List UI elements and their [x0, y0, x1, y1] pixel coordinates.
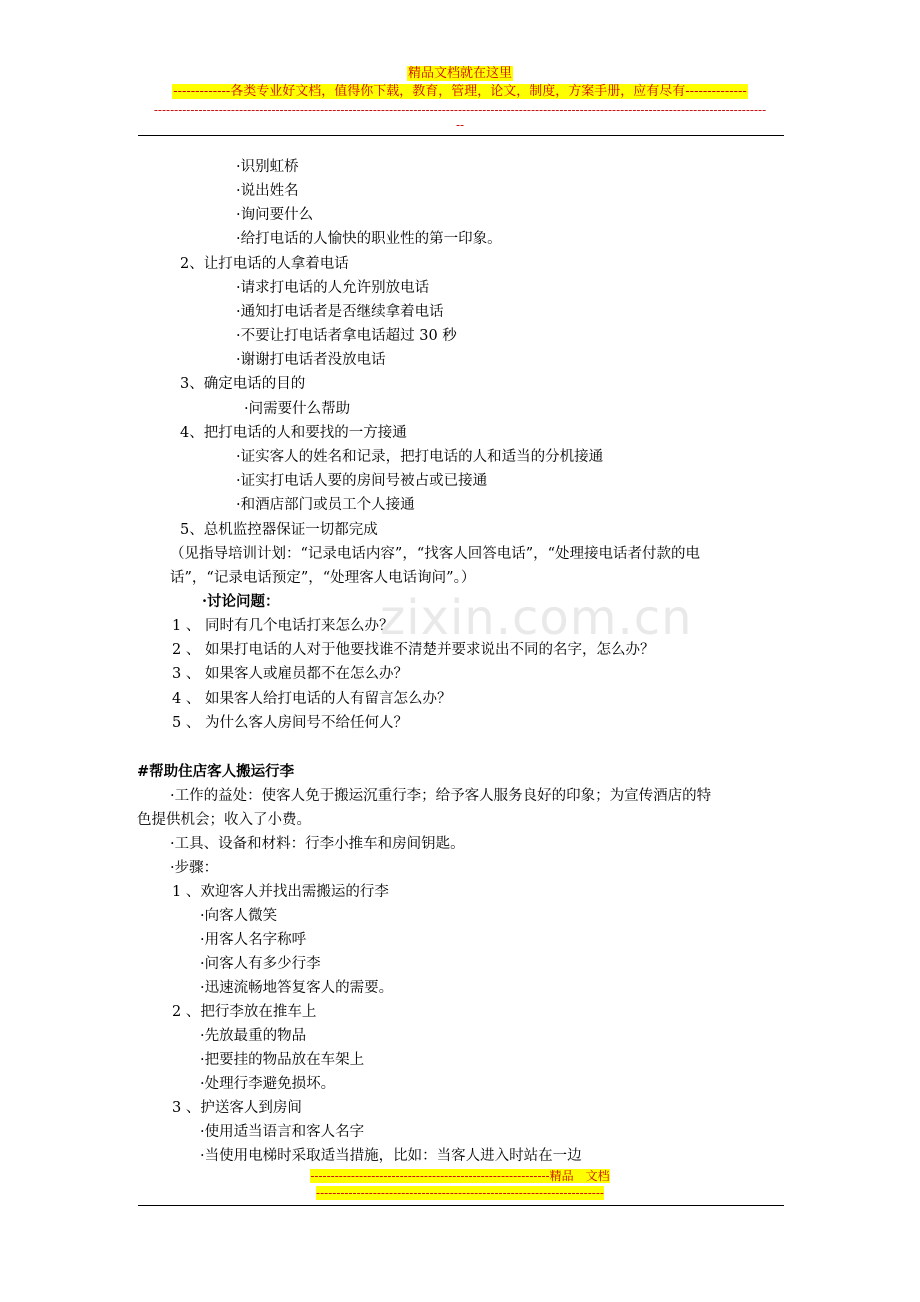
- text-line: 话”，“记录电话预定”，“处理客人电话询问”。）: [170, 570, 476, 586]
- text-line: ·给打电话的人愉快的职业性的第一印象。: [236, 231, 502, 247]
- text-line: 5、总机监控器保证一切都完成: [180, 522, 378, 538]
- header-title: 精品文档就在这里: [407, 66, 512, 81]
- text-line: 3 、 如果客人或雇员都不在怎么办？: [172, 666, 408, 682]
- text-line: ·和酒店部门或员工个人接通: [236, 497, 415, 513]
- text-line: 3、确定电话的目的: [180, 376, 306, 392]
- text-line: ·迅速流畅地答复客人的需要。: [200, 980, 394, 996]
- header-dash-tail: --: [455, 118, 465, 132]
- text-line: 4、把打电话的人和要找的一方接通: [180, 425, 407, 441]
- text-line: 2、让打电话的人拿着电话: [180, 256, 349, 272]
- text-line: ·先放最重的物品: [200, 1028, 307, 1044]
- section-heading: #帮助住店客人搬运行李: [137, 763, 295, 780]
- text-line: 1 、欢迎客人并找出需搬运的行李: [172, 884, 389, 900]
- text-line: ·不要让打电话者拿电话超过 30 秒: [236, 328, 457, 344]
- text-line: ·步骤：: [170, 860, 219, 876]
- text-line: ·处理行李避免损坏。: [200, 1076, 336, 1092]
- text-line: ·询问要什么: [236, 207, 314, 223]
- text-line: 2 、 如果打电话的人对于他要找谁不清楚并要求说出不同的名字，怎么办？: [172, 642, 655, 658]
- footer-line: -----------------------------------------------------------精品 文档: [310, 1169, 610, 1183]
- text-line: 4 、 如果客人给打电话的人有留言怎么办？: [172, 691, 452, 707]
- text-line: ·证实客人的姓名和记录，把打电话的人和适当的分机接通: [236, 449, 604, 465]
- header-dash-line: -------------------------------------------------------------------------------------------------------------------------------------------------------: [153, 103, 767, 117]
- text-line: ·通知打电话者是否继续拿着电话: [236, 304, 444, 320]
- text-line: ·工作的益处：使客人免于搬运沉重行李；给予客人服务良好的印象；为宣传酒店的特: [170, 788, 712, 804]
- text-line: 色提供机会；收入了小费。: [137, 812, 311, 828]
- text-line: ·问需要什么帮助: [244, 401, 351, 417]
- text-line: ·问客人有多少行李: [200, 956, 321, 972]
- discussion-heading: ·讨论问题：: [202, 593, 280, 610]
- header-rule: [138, 135, 784, 136]
- text-line: （见指导培训计划：“记录电话内容”，“找客人回答电话”，“处理接电话者付款的电: [170, 546, 701, 562]
- text-line: ·当使用电梯时采取适当措施，比如：当客人进入时站在一边: [200, 1148, 582, 1164]
- text-line: ·工具、设备和材料：行李小推车和房间钥匙。: [170, 836, 465, 852]
- text-line: 2 、把行李放在推车上: [172, 1004, 317, 1020]
- header-tagline: -------------各类专业好文档，值得你下载，教育，管理，论文，制度，方案手册，应有尽有--------------: [173, 84, 747, 99]
- text-line: 1 、 同时有几个电话打来怎么办？: [172, 618, 394, 634]
- text-line: ·证实打电话人要的房间号被占或已接通: [236, 473, 488, 489]
- text-line: ·谢谢打电话者没放电话: [236, 352, 386, 368]
- text-line: 3 、护送客人到房间: [172, 1100, 302, 1116]
- footer-rule: [138, 1205, 784, 1206]
- text-line: ·使用适当语言和客人名字: [200, 1124, 365, 1140]
- text-line: ·说出姓名: [236, 183, 299, 199]
- watermark: zixin.com.cn: [380, 590, 693, 646]
- text-line: ·请求打电话的人允许别放电话: [236, 280, 430, 296]
- text-line: ·把要挂的物品放在车架上: [200, 1052, 365, 1068]
- footer-dash-line: -----------------------------------------------------------------------: [316, 1186, 604, 1200]
- text-line: ·向客人微笑: [200, 908, 278, 924]
- text-line: ·识别虹桥: [236, 159, 299, 175]
- text-line: 5 、 为什么客人房间号不给任何人？: [172, 715, 408, 731]
- text-line: ·用客人名字称呼: [200, 932, 307, 948]
